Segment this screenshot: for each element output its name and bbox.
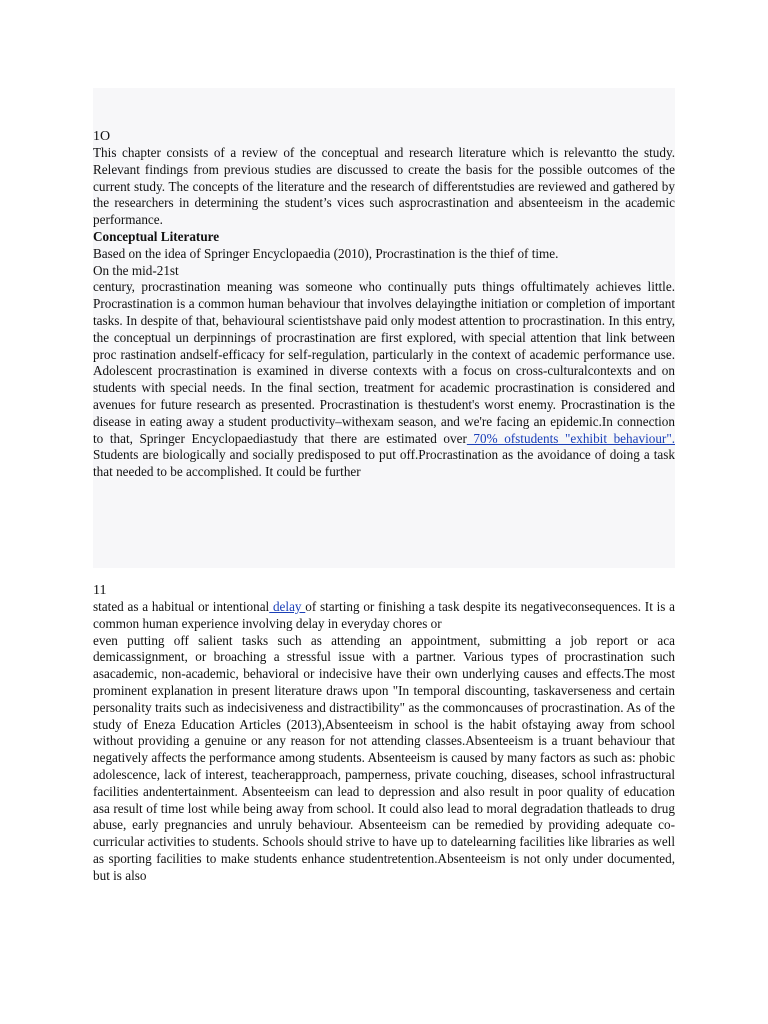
document-page-1: [93, 88, 675, 568]
body-text: Students are biologically and socially predisposed to put off.Procrastination as the avoidance of doing a task that needed to be accomplished. It could be further: [93, 447, 675, 480]
paragraph-line: On the mid-21st: [93, 262, 179, 278]
body-text: stated as a habitual or intentional: [93, 599, 270, 614]
section-heading: Conceptual Literature: [93, 228, 220, 244]
document-page-2: [93, 568, 675, 948]
page-number: 1O: [93, 129, 111, 144]
body-text: century, procrastination meaning was someone who continually puts things offultimately achieves little. Procrastination is a common human behaviour that involves delayingthe initiation or completion of important tasks. In despite of that, behavioural scientistshave paid only modest attention to procrastination. In this entry, the conceptual un derpinnings of procrastination are first explored, with special attention that link between proc rastination andself-efficacy for self-regulation, particularly in the context of academic performance use. Adolescent procrastination is examined in diverse contexts with a focus on cross-culturalcontexts and on students with special needs. In the final section, treatment for academic procrastination is considered and avenues for future research as presented. Procrastination is thestudent's worst enemy. Procrastination is the disease in eating away a student productivity–withexam season, and we're facing an epidemic.In connection to that, Springer Encyclopaediastudy that there are estimated over: [93, 279, 675, 446]
page-number: 11: [93, 583, 107, 598]
page-1-text: [93, 128, 675, 481]
body-paragraph: [93, 279, 675, 481]
paragraph-line: Based on the idea of Springer Encyclopaedia (2010), Procrastination is the thief of time.: [93, 245, 559, 261]
body-paragraph: [93, 599, 675, 633]
page-2-text: [93, 582, 675, 885]
statistic-link[interactable]: 70% ofstudents "exhibit behaviour".: [466, 430, 675, 446]
intro-paragraph: This chapter consists of a review of the conceptual and research literature which is relevantto the study. Relevant findings from previous studies are discussed to create the basis for the possible outcomes of the current study. The concepts of the literature and the research of differentstudies are reviewed and gathered by the researchers in determining the student’s vices such asprocrastination and absenteeism in the academic performance.: [93, 145, 675, 228]
body-paragraph: even putting off salient tasks such as attending an appointment, submitting a job report or aca demicassignment, or broaching a stressful issue with a partner. Various types of procrastination such asacademic, non-academic, behavioral or indecisive have their own underlying causes and effects.The most prominent explanation in present literature draws upon "In temporal discounting, taskaverseness and certain personality traits such as indecisiveness and distractibility" as the commoncauses of procrastination. As of the study of Eneza Education Articles (2013),Absenteeism in school is the habit ofstaying away from school without providing a genuine or any reason for not attending classes.Absenteeism is a truant behaviour that negatively affects the performance among students. Absenteeism is caused by many factors as such as: phobic adolescence, lack of interest, teacherapproach, pamperness, private couching, diseases, school infrastructural facilities andentertainment. Absenteeism can lead to depression and also result in poor quality of education asa result of time lost while being away from school. It could also lead to moral degradation thatleads to drug abuse, early pregnancies and unruly behaviour. Absenteeism can be remedied by providing adequate co-curricular activities to students. Schools should strive to have up to datelearning facilities like libraries as well as sporting facilities to make students enhance studentretention.Absenteeism is not only under documented, but is also: [93, 632, 675, 883]
delay-link[interactable]: delay: [269, 599, 306, 614]
body-text: of starting or finishing a task despite its negativeconsequences. It is a common human experience involving delay in everyday chores or: [93, 599, 676, 631]
